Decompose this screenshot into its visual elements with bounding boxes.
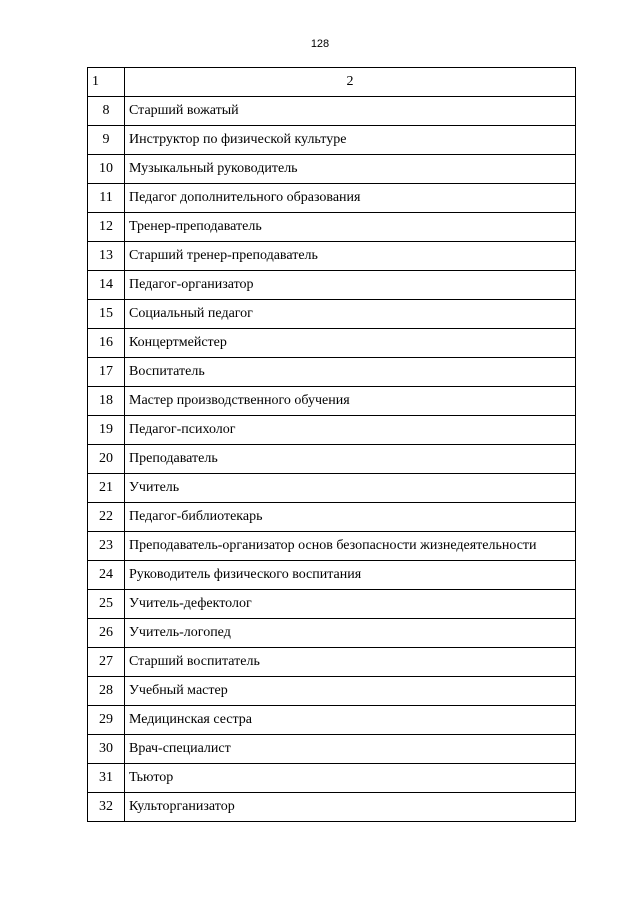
table-row xyxy=(88,271,576,300)
position-name-cell: Педагог-психолог xyxy=(125,416,576,445)
row-number-cell: 20 xyxy=(88,445,125,474)
position-name-cell: Преподаватель xyxy=(125,445,576,474)
row-number-cell: 29 xyxy=(88,706,125,735)
row-number-cell: 19 xyxy=(88,416,125,445)
position-name-cell: Педагог-библиотекарь xyxy=(125,503,576,532)
row-number-cell: 15 xyxy=(88,300,125,329)
table-row xyxy=(88,358,576,387)
row-number-cell: 28 xyxy=(88,677,125,706)
positions-table-body xyxy=(88,68,576,822)
position-name-cell: Тренер-преподаватель xyxy=(125,213,576,242)
position-name-cell: Врач-специалист xyxy=(125,735,576,764)
position-name-cell: Учитель xyxy=(125,474,576,503)
table-row xyxy=(88,329,576,358)
row-number-cell: 31 xyxy=(88,764,125,793)
position-name-cell: Тьютор xyxy=(125,764,576,793)
row-number-cell: 14 xyxy=(88,271,125,300)
row-number-cell: 22 xyxy=(88,503,125,532)
table-row xyxy=(88,97,576,126)
position-name-cell: Медицинская сестра xyxy=(125,706,576,735)
row-number-cell: 23 xyxy=(88,532,125,561)
position-name-cell: Преподаватель-организатор основ безопасности жизнедеятельности xyxy=(125,532,576,561)
position-name-cell: Музыкальный руководитель xyxy=(125,155,576,184)
table-row xyxy=(88,648,576,677)
row-number-cell: 25 xyxy=(88,590,125,619)
header-cell-number: 1 xyxy=(88,68,125,97)
row-number-cell: 9 xyxy=(88,126,125,155)
table-row xyxy=(88,213,576,242)
row-number-cell: 32 xyxy=(88,793,125,822)
table-row xyxy=(88,590,576,619)
row-number-cell: 11 xyxy=(88,184,125,213)
position-name-cell: Педагог-организатор xyxy=(125,271,576,300)
row-number-cell: 27 xyxy=(88,648,125,677)
position-name-cell: Инструктор по физической культуре xyxy=(125,126,576,155)
table-row xyxy=(88,445,576,474)
table-row xyxy=(88,532,576,561)
header-cell-name: 2 xyxy=(125,68,576,97)
table-row xyxy=(88,619,576,648)
table-header-row xyxy=(88,68,576,97)
row-number-cell: 10 xyxy=(88,155,125,184)
row-number-cell: 24 xyxy=(88,561,125,590)
position-name-cell: Руководитель физического воспитания xyxy=(125,561,576,590)
position-name-cell: Старший тренер-преподаватель xyxy=(125,242,576,271)
positions-table xyxy=(87,67,576,822)
row-number-cell: 13 xyxy=(88,242,125,271)
table-row xyxy=(88,793,576,822)
table-row xyxy=(88,126,576,155)
table-row xyxy=(88,677,576,706)
table-row xyxy=(88,416,576,445)
position-name-cell: Мастер производственного обучения xyxy=(125,387,576,416)
row-number-cell: 26 xyxy=(88,619,125,648)
position-name-cell: Воспитатель xyxy=(125,358,576,387)
position-name-cell: Концертмейстер xyxy=(125,329,576,358)
position-name-cell: Старший вожатый xyxy=(125,97,576,126)
table-row xyxy=(88,387,576,416)
row-number-cell: 12 xyxy=(88,213,125,242)
position-name-cell: Педагог дополнительного образования xyxy=(125,184,576,213)
table-row xyxy=(88,155,576,184)
position-name-cell: Культорганизатор xyxy=(125,793,576,822)
table-row xyxy=(88,764,576,793)
page-number: 128 xyxy=(310,38,330,50)
position-name-cell: Учитель-логопед xyxy=(125,619,576,648)
table-row xyxy=(88,735,576,764)
row-number-cell: 30 xyxy=(88,735,125,764)
table-row xyxy=(88,184,576,213)
table-row xyxy=(88,706,576,735)
position-name-cell: Учитель-дефектолог xyxy=(125,590,576,619)
position-name-cell: Старший воспитатель xyxy=(125,648,576,677)
position-name-cell: Учебный мастер xyxy=(125,677,576,706)
table-row xyxy=(88,561,576,590)
position-name-cell: Социальный педагог xyxy=(125,300,576,329)
row-number-cell: 21 xyxy=(88,474,125,503)
table-row xyxy=(88,242,576,271)
table-row xyxy=(88,503,576,532)
row-number-cell: 8 xyxy=(88,97,125,126)
row-number-cell: 18 xyxy=(88,387,125,416)
row-number-cell: 17 xyxy=(88,358,125,387)
row-number-cell: 16 xyxy=(88,329,125,358)
table-row xyxy=(88,300,576,329)
table-row xyxy=(88,474,576,503)
